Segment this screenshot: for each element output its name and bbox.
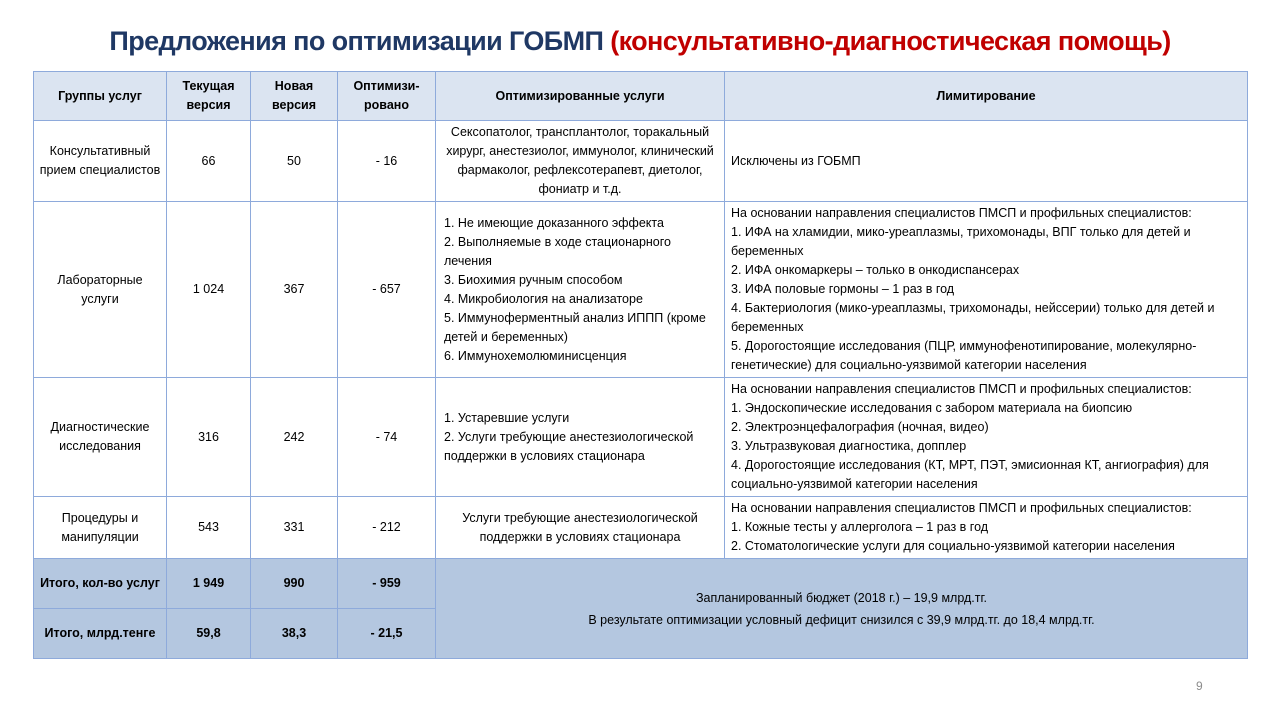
slide-title-highlight: (консультативно-диагностическая помощь) xyxy=(610,26,1171,56)
total-label: Итого, млрд.тенге xyxy=(34,609,167,659)
header-group: Группы услуг xyxy=(34,72,167,121)
table-row xyxy=(34,121,1248,202)
budget-line-2: В результате оптимизации условный дефицит снизился с 39,9 млрд.тг. до 18,4 млрд.тг. xyxy=(588,612,1095,627)
slide-title xyxy=(0,26,1280,57)
table-row xyxy=(34,497,1248,559)
cell-optimized: - 212 xyxy=(338,497,436,559)
cell-group: Консультативный прием специалистов xyxy=(34,121,167,202)
header-limits: Лимитирование xyxy=(725,72,1248,121)
total-row-count xyxy=(34,559,1248,609)
list-item: 1. Эндоскопические исследования с забором материала на биопсию xyxy=(731,401,1133,415)
page-number: 9 xyxy=(1196,679,1203,693)
list-item: 4. Бактериология (мико-уреаплазмы, трихомонады, нейссерии) только для детей и беременных xyxy=(731,301,1215,334)
cell-optimized: - 657 xyxy=(338,202,436,378)
list-item: 3. ИФА половые гормоны – 1 раз в год xyxy=(731,282,955,296)
cell-group: Лабораторные услуги xyxy=(34,202,167,378)
list-item: 3. Ультразвуковая диагностика, допплер xyxy=(731,439,967,453)
list-item: 1. Не имеющие доказанного эффекта xyxy=(444,215,664,230)
cell-new: 367 xyxy=(251,202,338,378)
header-current: Текущая версия xyxy=(167,72,251,121)
cell-current: 1 024 xyxy=(167,202,251,378)
total-label: Итого, кол-во услуг xyxy=(34,559,167,609)
cell-current: 543 xyxy=(167,497,251,559)
total-current: 59,8 xyxy=(167,609,251,659)
cell-optimized: - 74 xyxy=(338,378,436,497)
list-item: 2. Электроэнцефалография (ночная, видео) xyxy=(731,420,989,434)
cell-new: 242 xyxy=(251,378,338,497)
cell-limits xyxy=(725,378,1248,497)
limits-intro: На основании направления специалистов ПМСП и профильных специалистов: xyxy=(731,382,1192,396)
optimization-table xyxy=(33,71,1248,659)
total-optimized: - 959 xyxy=(338,559,436,609)
cell-limits xyxy=(725,497,1248,559)
total-new: 990 xyxy=(251,559,338,609)
total-current: 1 949 xyxy=(167,559,251,609)
list-item: 2. Стоматологические услуги для социально-уязвимой категории населения xyxy=(731,539,1175,553)
cell-group: Процедуры и манипуляции xyxy=(34,497,167,559)
list-item: 2. ИФА онкомаркеры – только в онкодиспансерах xyxy=(731,263,1020,277)
total-optimized: - 21,5 xyxy=(338,609,436,659)
list-item: 1. ИФА на хламидии, мико-уреаплазмы, трихомонады, ВПГ только для детей и беременных xyxy=(731,225,1191,258)
header-new: Новая версия xyxy=(251,72,338,121)
cell-current: 316 xyxy=(167,378,251,497)
cell-services xyxy=(436,202,725,378)
list-item: 5. Дорогостоящие исследования (ПЦР, иммунофенотипирование, молекулярно-генетические) для социально-уязвимой категории населения xyxy=(731,339,1197,372)
cell-services xyxy=(436,378,725,497)
cell-new: 50 xyxy=(251,121,338,202)
list-item: 6. Иммунохемолюминисценция xyxy=(444,348,627,363)
list-item: 1. Кожные тесты у аллерголога – 1 раз в год xyxy=(731,520,989,534)
header-services: Оптимизированные услуги xyxy=(436,72,725,121)
cell-new: 331 xyxy=(251,497,338,559)
list-item: 1. Устаревшие услуги xyxy=(444,410,570,425)
limits-intro: На основании направления специалистов ПМСП и профильных специалистов: xyxy=(731,206,1192,220)
table-row xyxy=(34,202,1248,378)
budget-line-1: Запланированный бюджет (2018 г.) – 19,9 млрд.тг. xyxy=(695,590,987,605)
list-item: 5. Иммуноферментный анализ ИППП (кроме детей и беременных) xyxy=(444,310,706,344)
list-item: 3. Биохимия ручным способом xyxy=(444,272,623,287)
budget-note xyxy=(436,559,1248,659)
list-item: 4. Микробиология на анализаторе xyxy=(444,291,643,306)
list-item: 4. Дорогостоящие исследования (КТ, МРТ, ПЭТ, эмисионная КТ, ангиография) для социально-уязвимой категории населения xyxy=(731,458,1209,491)
cell-limits: Исключены из ГОБМП xyxy=(725,121,1248,202)
header-optimized: Оптимизи-ровано xyxy=(338,72,436,121)
list-item: 2. Услуги требующие анестезиологической поддержки в условиях стационара xyxy=(444,429,694,463)
table-row xyxy=(34,378,1248,497)
cell-optimized: - 16 xyxy=(338,121,436,202)
table-header-row xyxy=(34,72,1248,121)
cell-group: Диагностические исследования xyxy=(34,378,167,497)
cell-current: 66 xyxy=(167,121,251,202)
cell-services: Услуги требующие анестезиологической поддержки в условиях стационара xyxy=(436,497,725,559)
total-new: 38,3 xyxy=(251,609,338,659)
limits-intro: На основании направления специалистов ПМСП и профильных специалистов: xyxy=(731,501,1192,515)
slide-title-main: Предложения по оптимизации ГОБМП xyxy=(109,26,611,56)
cell-limits xyxy=(725,202,1248,378)
cell-services: Сексопатолог, трансплантолог, торакальный хирург, анестезиолог, иммунолог, клинический фармаколог, рефлексотерапевт, диетолог, фониатр и т.д. xyxy=(436,121,725,202)
list-item: 2. Выполняемые в ходе стационарного лечения xyxy=(444,234,671,268)
